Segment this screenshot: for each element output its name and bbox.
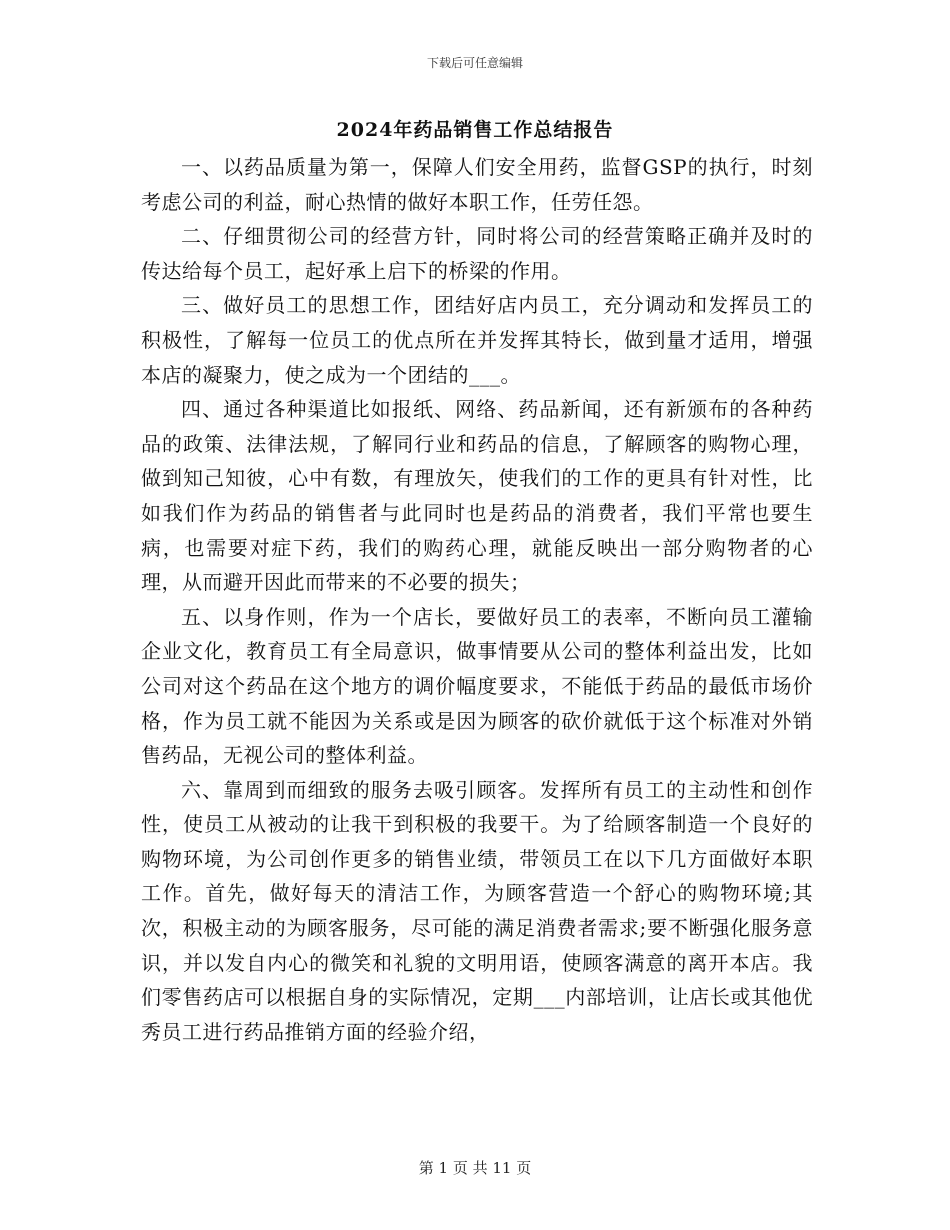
paragraph-5: 五、以身作则，作为一个店长，要做好员工的表率，不断向员工灌输企业文化，教育员工有全局意识，做事情要从公司的整体利益出发，比如公司对这个药品在这个地方的调价幅度要求，不能低于药品的最低市场价格，作为员工就不能因为关系或是因为顾客的砍价就低于这个标准对外销售药品，无视公司的整体利益。 bbox=[141, 604, 813, 768]
paragraph-2: 二、仔细贯彻公司的经营方针，同时将公司的经营策略正确并及时的传达给每个员工，起好承上启下的桥梁的作用。 bbox=[141, 224, 813, 283]
header-note: 下载后可任意编辑 bbox=[426, 56, 523, 70]
paragraph-6: 六、靠周到而细致的服务去吸引顾客。发挥所有员工的主动性和创作性，使员工从被动的让我干到积极的我要干。为了给顾客制造一个良好的购物环境，为公司创作更多的销售业绩，带领员工在以下几方面做好本职工作。首先，做好每天的清洁工作，为顾客营造一个舒心的购物环境;其次，积极主动的为顾客服务，尽可能的满足消费者需求;要不断强化服务意识，并以发自内心的微笑和礼貌的文明用语，使顾客满意的离开本店。我们零售药店可以根据自身的实际情况，定期___内部培训，让店长或其他优秀员工进行药品推销方面的经验介绍， bbox=[141, 777, 813, 1044]
document-body bbox=[141, 150, 813, 1049]
paragraph-1: 一、以药品质量为第一，保障人们安全用药，监督GSP的执行，时刻考虑公司的利益，耐心热情的做好本职工作，任劳任怨。 bbox=[141, 155, 813, 214]
document-title: 2024年药品销售工作总结报告 bbox=[336, 119, 614, 141]
paragraph-4: 四、通过各种渠道比如报纸、网络、药品新闻，还有新颁布的各种药品的政策、法律法规，了解同行业和药品的信息，了解顾客的购物心理，做到知己知彼，心中有数，有理放矢，使我们的工作的更具有针对性，比如我们作为药品的销售者与此同时也是药品的消费者，我们平常也要生病，也需要对症下药，我们的购药心理，就能反映出一部分购物者的心理，从而避开因此而带来的不必要的损失； bbox=[141, 397, 813, 595]
page-number-footer: 第 1 页 共 11 页 bbox=[418, 1159, 532, 1177]
paragraph-3: 三、做好员工的思想工作，团结好店内员工，充分调动和发挥员工的积极性，了解每一位员工的优点所在并发挥其特长，做到量才适用，增强本店的凝聚力，使之成为一个团结的___。 bbox=[141, 293, 813, 387]
